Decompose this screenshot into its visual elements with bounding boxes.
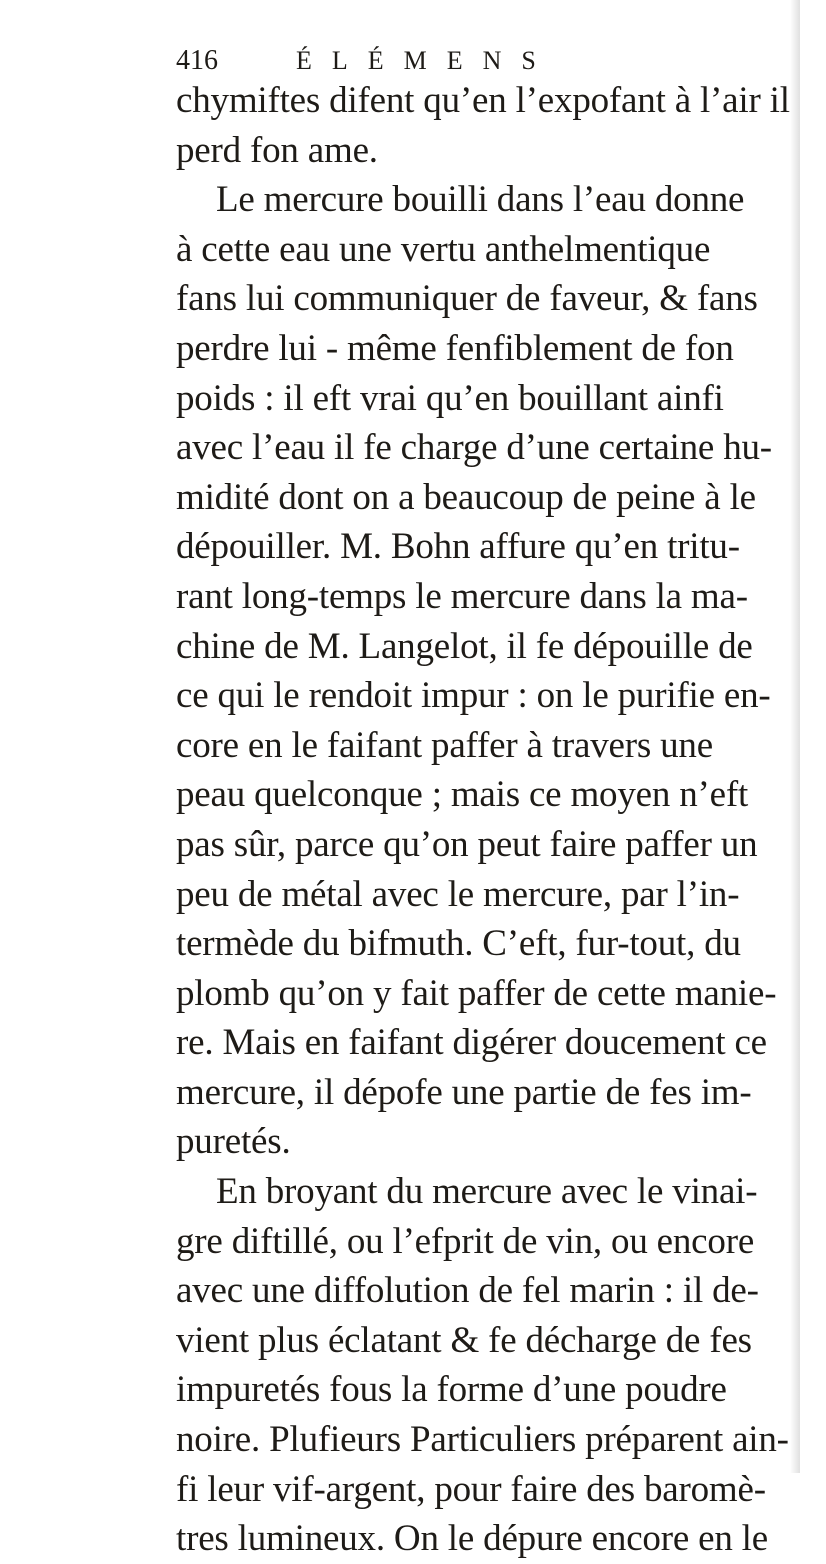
text-line: plomb qu’on y fait paffer de cette manie-	[176, 972, 777, 1014]
text-line: à cette eau une vertu anthelmentique	[176, 228, 711, 270]
text-line: En broyant du mercure avec le vinai-	[216, 1171, 758, 1213]
text-line: poids : il eft vrai qu’en bouillant ainfi	[176, 377, 724, 419]
text-line: perdre lui - même fenfiblement de fon	[176, 327, 734, 369]
running-title: ÉLÉMENS	[296, 46, 556, 75]
text-line: avec une diffolution de fel marin : il de-	[176, 1270, 759, 1312]
text-line: peu de métal avec le mercure, par l’in-	[176, 873, 740, 915]
text-line: dépouiller. M. Bohn affure qu’en tritu-	[176, 526, 740, 568]
text-line: fi leur vif-argent, pour faire des baromè-	[176, 1468, 766, 1510]
page-header	[176, 42, 736, 78]
text-line: peau quelconque ; mais ce moyen n’eft	[176, 774, 749, 816]
text-line: ce qui le rendoit impur : on le purifie en-	[176, 675, 771, 717]
text-line: chine de M. Langelot, il fe dépouille de	[176, 625, 753, 667]
text-line: rant long-temps le mercure dans la ma-	[176, 575, 748, 617]
body-text	[176, 76, 826, 1564]
text-line: Le mercure bouilli dans l’eau donne	[216, 179, 745, 221]
text-line: chymiftes difent qu’en l’expofant à l’air il	[176, 80, 790, 121]
page-edge-shadow	[790, 0, 800, 1473]
page-number: 416	[176, 45, 218, 76]
text-line: midité dont on a beaucoup de peine à le	[176, 476, 756, 518]
text-line: mercure, il dépofe une partie de fes im-	[176, 1071, 752, 1113]
text-line: gre diftillé, ou l’efprit de vin, ou encore	[176, 1220, 755, 1262]
text-line: core en le faifant paffer à travers une	[176, 724, 713, 766]
text-line: tres lumineux. On le dépure encore en le	[176, 1518, 768, 1560]
text-line: termède du bifmuth. C’eft, fur-tout, du	[176, 923, 741, 965]
text-line: puretés.	[176, 1121, 291, 1163]
text-line: avec l’eau il fe charge d’une certaine hu-	[176, 427, 772, 469]
text-line: impuretés fous la forme d’une poudre	[176, 1369, 727, 1411]
text-line: noire. Plufieurs Particuliers préparent ain-	[176, 1419, 789, 1461]
text-line: perd fon ame.	[176, 129, 378, 171]
text-line: fans lui communiquer de faveur, & fans	[176, 278, 758, 320]
text-line: vient plus éclatant & fe décharge de fes	[176, 1319, 752, 1361]
text-line: pas sûr, parce qu’on peut faire paffer un	[176, 823, 758, 865]
text-line: re. Mais en faifant digérer doucement ce	[176, 1022, 767, 1064]
